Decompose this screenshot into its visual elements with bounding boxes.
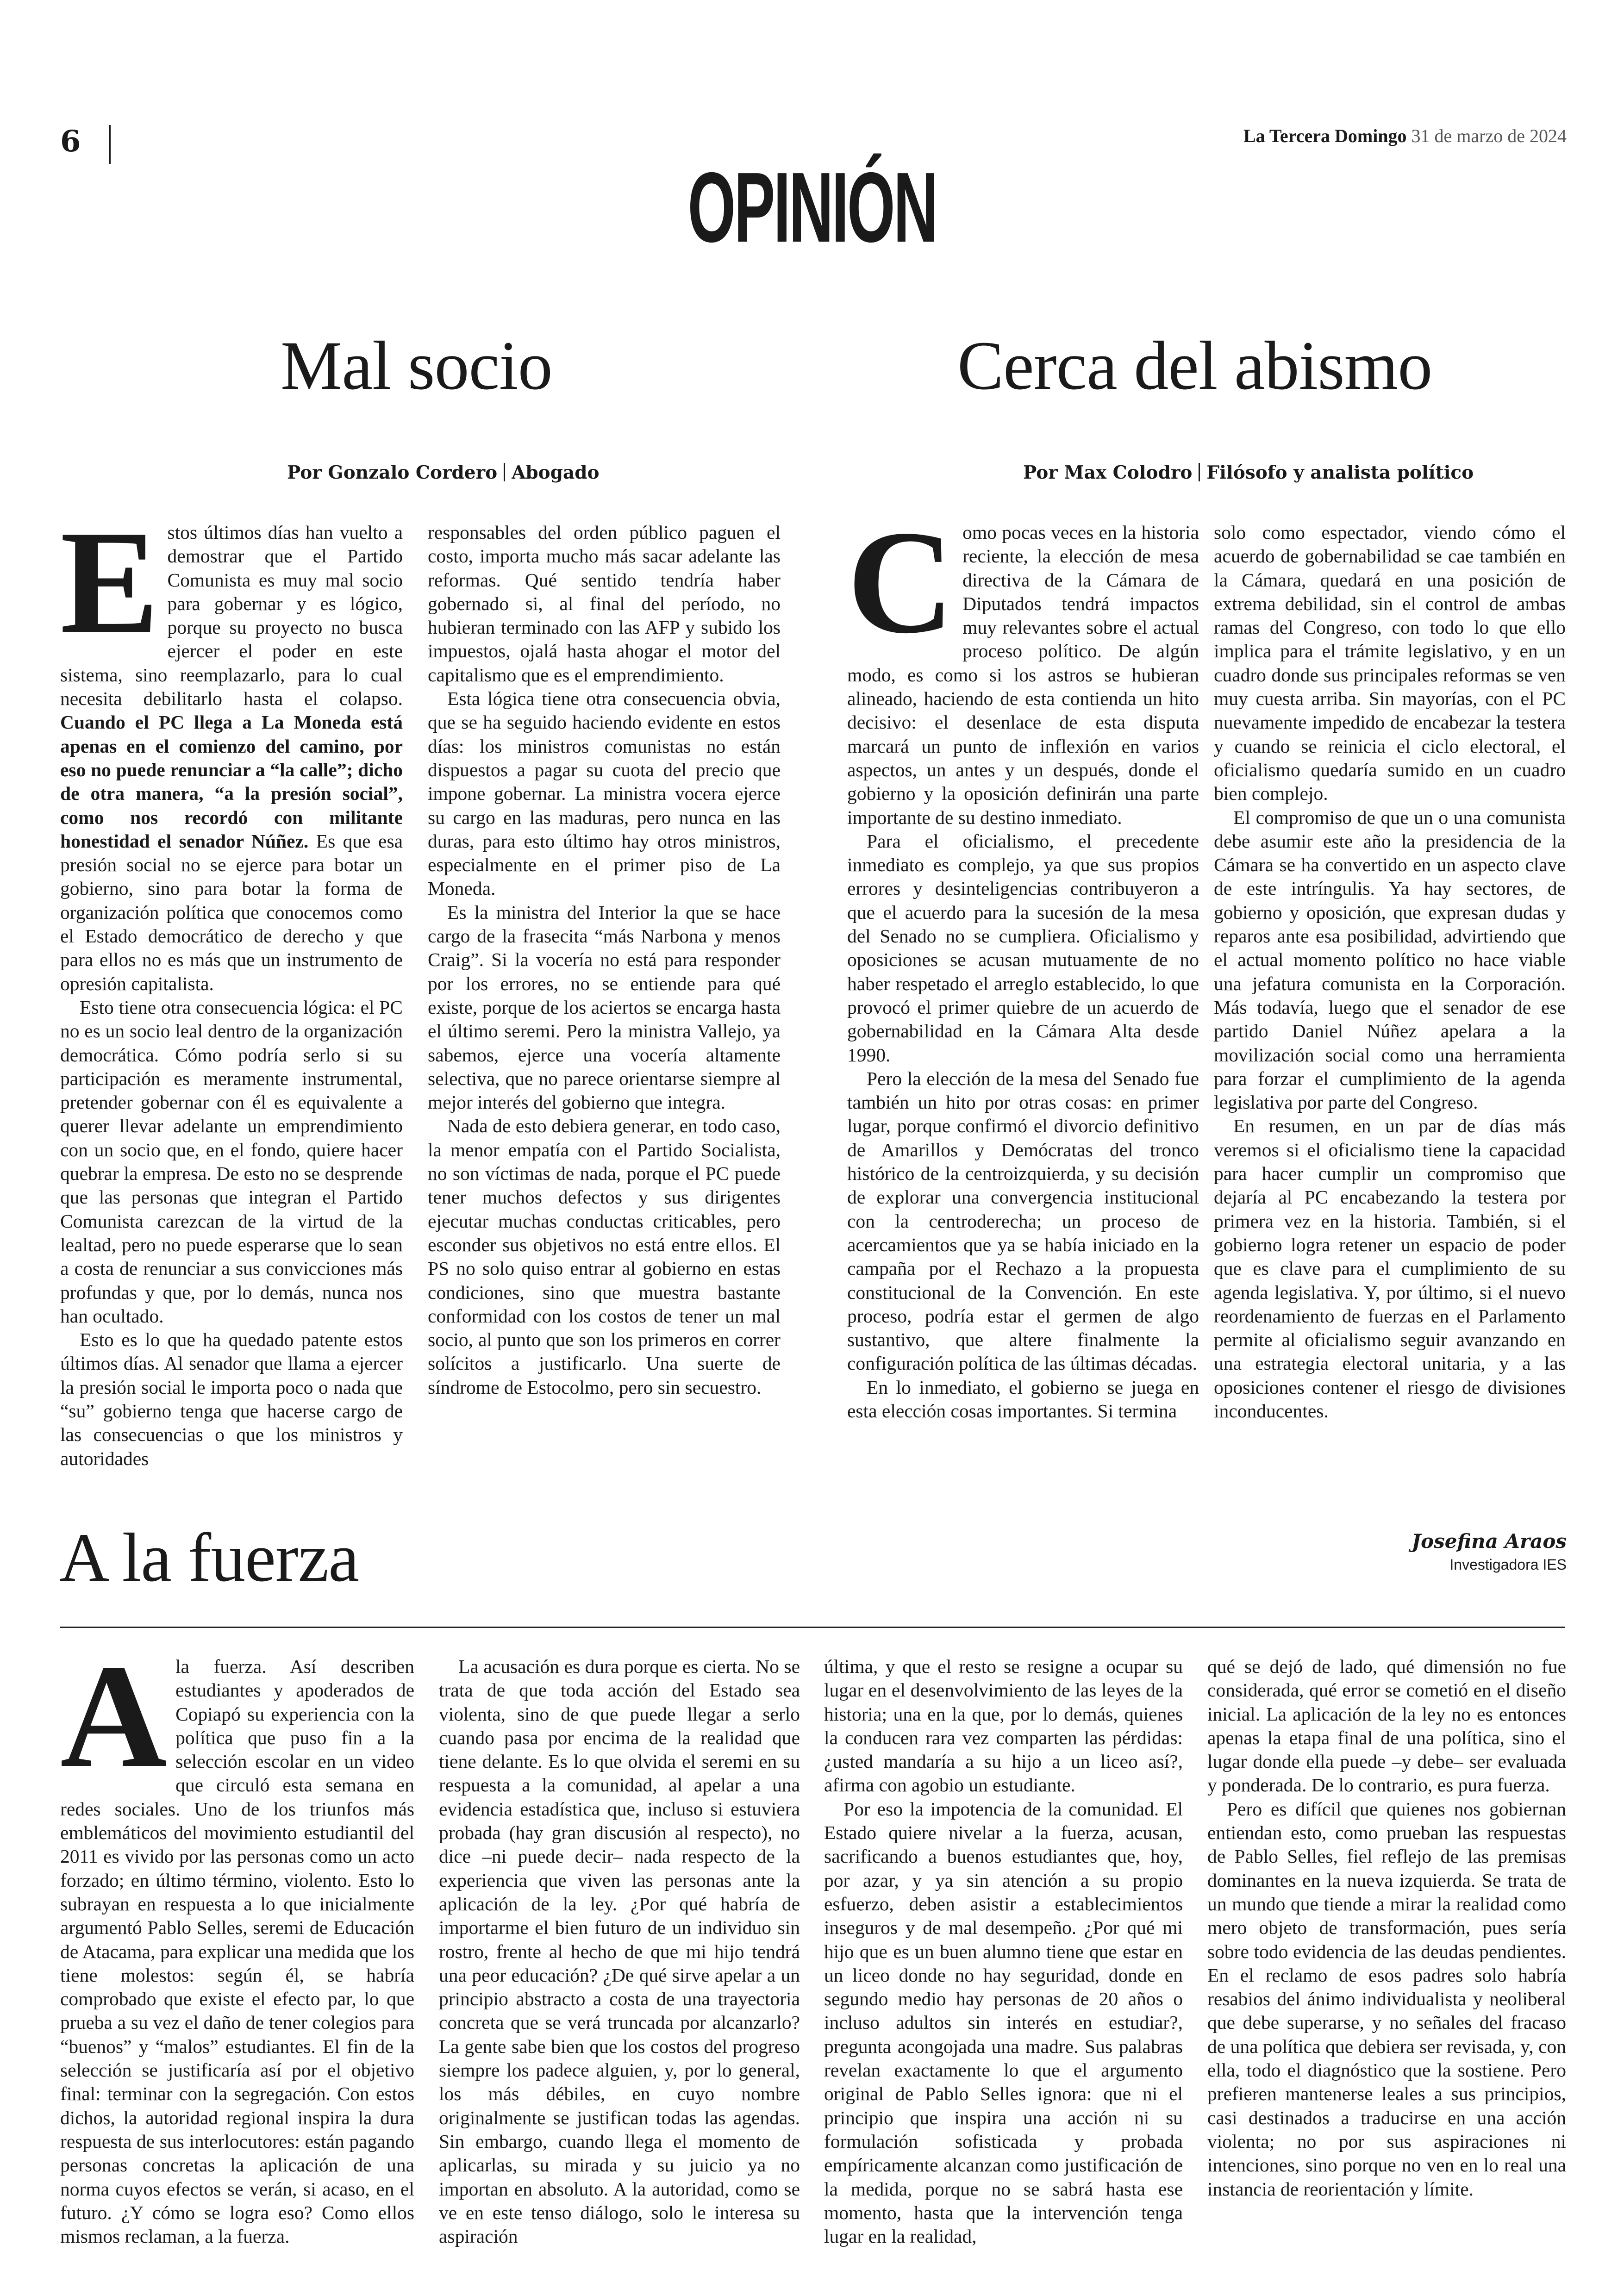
article2-column-2: [1214, 521, 1566, 1422]
article2-column-1: [847, 500, 1199, 1422]
article3-paragraph: qué se dejó de lado, qué dimensión no fue considerada, qué error se cometió en el diseño inicial. La aplicación de la ley no es entonces apenas la etapa final de una política, sino el lugar donde ella puede –y debe– ser evaluada y ponderada. De lo contrario, es pura fuerza.: [1207, 1656, 1566, 1796]
article2-paragraph: solo como espectador, viendo cómo el acuerdo de gobernabilidad se cae también en la Cámara, quedará en una posición de extrema debilidad, sin el control de ambas ramas del Congreso, con todo lo que ello implica para el trámite legislativo, y en un cuadro donde sus principales reformas se ven muy cuesta arriba. Sin mayorías, con el PC nuevamente impedido de encabezar la testera y cuando se reinicia el ciclo electoral, el oficialismo quedaría sumido en un cuadro bien complejo.: [1214, 522, 1566, 804]
page-number: 6: [60, 124, 81, 159]
article3-author-role: Investigadora IES: [1449, 1556, 1567, 1573]
article3-paragraph: última, y que el resto se resigne a ocupar su lugar en el desenvolvimiento de las leyes de la historia; una en la que, por lo demás, quienes la conducen rara vez comparten las pérdidas: ¿usted mandaría a su hijo a un liceo así?, afirma con agobio un estudiante.: [824, 1656, 1183, 1796]
article3-column-1: [60, 1634, 414, 2247]
publication-name: La Tercera Domingo: [1243, 125, 1407, 146]
publication-date: 31 de marzo de 2024: [1411, 125, 1567, 146]
article2-paragraph: Para el oficialismo, el precedente inmediato es complejo, ya que sus propios errores y desinteligencias contribuyeron a que el acuerdo para la sucesión de la mesa del Senado no se cumpliera. Oficialismo y oposiciones se acusan mutuamente de no haber respetado el arreglo establecido, lo que provocó el primer quiebre de un acuerdo de gobernabilidad en la Cámara Alta desde 1990.: [847, 830, 1199, 1066]
article1-paragraph: Esto es lo que ha quedado patente estos últimos días. Al senador que llama a ejercer la presión social le importa poco o nada que “su” gobierno tenga que hacerse cargo de las consecuencias o que los ministros y autoridades: [60, 1329, 403, 1469]
article1-paragraph: stos últimos días han vuelto a demostrar que el Partido Comunista es muy mal socio para gobernar y es lógico, porque su proyecto no busca ejercer el poder en este sistema, sino reemplazarlo, para lo cual necesita debilitarlo hasta el colapso.: [60, 522, 403, 710]
article1-byline: [287, 462, 600, 483]
article3-byline: [1412, 1530, 1567, 1573]
article1-paragraph: Es que esa presión social no se ejerce para botar un gobierno, sino para botar la forma de organización política que conocemos como el Estado democrático de derecho y que para ellos no es más que un instrumento de opresión capitalista.: [60, 830, 403, 994]
article3-author: Josefina Araos: [1412, 1530, 1567, 1553]
article1-paragraph: Es la ministra del Interior la que se hace cargo de la frasecita “más Narbona y menos Craig”. Si la vocería no está para responder por los errores, no se entiende para qué existe, porque de los aciertos se encarga hasta el último seremi. Pero la ministra Vallejo, ya sabemos, ejerce una vocería altamente selectiva, que no parece orientarse siempre al mejor interés del gobierno que integra.: [428, 901, 781, 1113]
article3-paragraph: la fuerza. Así describen estudiantes y apoderados de Copiapó su experiencia con la política que puso fin a la selección escolar en un video que circuló esta semana en redes sociales. Uno de los triunfos más emblemáticos del movimiento estudiantil del 2011 es vivido por las personas como un acto forzado; en último término, violento. Esto lo subrayan en respuesta a lo que inicialmente argumentó Pablo Selles, seremi de Educación de Atacama, para explicar una medida que los tiene molestos: según él, se habría comprobado que existe el efecto par, lo que prueba a su vez el daño de tener colegios para “buenos” y “malos” estudiantes. El fin de la selección se justificaría así por el objetivo final: terminar con la segregación. Con estos dichos, la autoridad regional inspira la dura respuesta de sus interlocutores: están pagando personas concretas la aplicación de una norma cuyos efectos se verán, si acaso, en el futuro. ¿Y cómo se logra eso? Como ellos mismos reclaman, a la fuerza.: [60, 1656, 414, 2247]
article1-paragraph: Esto tiene otra consecuencia lógica: el PC no es un socio leal dentro de la organización democrática. Cómo podría serlo si su participación es meramente instrumental, pretender gobernar con él es equivalente a querer llevar adelante un emprendimiento con un socio que, en el fondo, quiere hacer quebrar la empresa. De esto no se desprende que las personas que integran el Partido Comunista carezcan de la virtud de la lealtad, pero no puede esperarse que lo sean a costa de renunciar a sus convicciones más profundas y que, por lo demás, nunca nos han ocultado.: [60, 996, 403, 1327]
article3-paragraph: Pero es difícil que quienes nos gobiernan entiendan esto, como prueban las respuestas de Pablo Selles, fiel reflejo de las premisas dominantes en la nueva izquierda. Se trata de un mundo que tiende a mirar la realidad como mero objeto de transformación, pues sería sobre todo evidencia de las deudas pendientes. En el reclamo de esos padres solo habría resabios del ánimo individualista y neoliberal que debe superarse, y no señales del fracaso de una política que debiera ser revisada, y, con ella, todo el diagnóstico que la sostiene. Pero prefieren mantenerse leales a sus principios, casi destinados a traducirse en una acción violenta; no por sus aspiraciones ni intenciones, sino porque no ven en lo real una instancia de reorientación y límite.: [1207, 1798, 1566, 2200]
article1-author-role: Abogado: [512, 462, 600, 483]
section-divider: [60, 1627, 1565, 1628]
article3-column-4: [1207, 1655, 1566, 2238]
article1-column-2: [428, 521, 781, 1398]
article2-paragraph: En resumen, en un par de días más veremos si el oficialismo tiene la capacidad para hacer cumplir un compromiso que dejaría al PC encabezando la testera por primera vez en la historia. También, si el gobierno logra retener un espacio de poder que es clave para el cumplimiento de su agenda legislativa. Y, por último, si el nuevo reordenamiento de fuerzas en el Parlamento permite al oficialismo seguir avanzando en una estrategia electoral unitaria, y a las oposiciones contener el riesgo de divisiones inconducentes.: [1214, 1115, 1566, 1422]
section-title: OPINIÓN: [687, 151, 937, 263]
masthead: [1243, 125, 1567, 147]
article3-column-3: [824, 1655, 1183, 2247]
article1-title: Mal socio: [281, 327, 552, 404]
article1-paragraph: Esta lógica tiene otra consecuencia obvia, que se ha seguido haciendo evidente en estos días: los ministros comunistas no están dispuestos a pagar su cuota del precio que impone gobernar. La ministra vocera ejerce su cargo en las maduras, pero nunca en las duras, para esto último hay otros ministros, especialmente en el primer piso de La Moneda.: [428, 688, 781, 899]
article3-paragraph: Por eso la impotencia de la comunidad. El Estado quiere nivelar a la fuerza, acusan, sacrificando a buenos estudiantes que, hoy, por azar, y ya sin atención a su propio esfuerzo, deben asistir a establecimientos inseguros y de mal desempeño. ¿Por qué mi hijo que es un buen alumno tiene que estar en un liceo donde no hay seguridad, donde en segundo medio hay personas de 20 años o incluso adultos sin interés en estudiar?, pregunta acongojada una madre. Sus palabras revelan exactamente lo que el argumento original de Pablo Selles ignora: que ni el principio que inspira una acción ni su formulación sofisticada y probada empíricamente alcanzan como justificación de la medida, porque no se sabrá hasta ese momento, hasta que la intervención tenga lugar en la realidad,: [824, 1798, 1183, 2247]
article1-drop-cap: E: [60, 500, 159, 664]
article2-author-role: Filósofo y analista político: [1206, 462, 1474, 483]
byline-divider: [504, 463, 505, 481]
article2-byline: [1023, 462, 1474, 483]
article2-paragraph: Pero la elección de la mesa del Senado fue también un hito por otras cosas: en primer lugar, porque confirmó el divorcio definitivo de Amarillos y Demócratas del tronco histórico de la centroizquierda, y su decisión de explorar una convergencia institucional con la centroderecha; un proceso de acercamientos que ya se había iniciado en la campaña por el Rechazo a la propuesta constitucional de la Convención. En este proceso, podría estar el germen de algo sustantivo, que altere finalmente la configuración política de las últimas décadas.: [847, 1067, 1199, 1374]
article1-paragraph: Nada de esto debiera generar, en todo caso, la menor empatía con el Partido Socialista, no son víctimas de nada, porque el PC puede tener muchos defectos y sus dirigentes ejecutar muchas conductas criticables, pero esconder sus objetivos no está entre ellos. El PS no solo quiso entrar al gobierno en estas condiciones, sino que muestra bastante conformidad con los costos de tener un mal socio, al punto que son los primeros en correr solícitos a justificarlo. Una suerte de síndrome de Estocolmo, pero sin secuestro.: [428, 1115, 781, 1398]
article1-column-1: [60, 500, 403, 1469]
article3-drop-cap: A: [60, 1634, 168, 1798]
header-divider: [109, 125, 111, 164]
article3-title: A la fuerza: [59, 1519, 359, 1596]
article1-paragraph: responsables del orden público paguen el costo, importa mucho más sacar adelante las reformas. Qué sentido tendría haber gobernado si, al final del período, no hubieran terminado con las AFP y subido los impuestos, ojalá hasta ahogar el motor del capitalismo que es el emprendimiento.: [428, 522, 781, 686]
article1-highlight: Cuando el PC llega a La Moneda está apenas en el comienzo del camino, por eso no puede renunciar a “la calle”; dicho de otra manera, “a la presión social”, como nos recordó con militante honestidad el senador Núñez.: [60, 711, 403, 852]
article1-author: Por Gonzalo Cordero: [287, 462, 498, 483]
article2-title: Cerca del abismo: [957, 327, 1432, 404]
byline-divider: [1199, 463, 1200, 481]
article2-paragraph: El compromiso de que un o una comunista debe asumir este año la presidencia de la Cámara se ha convertido en un aspecto clave de este intríngulis. Ya hay sectores, de gobierno y oposición, que expresan dudas y reparos ante esa posibilidad, advirtiendo que el actual momento político no hace viable una jefatura comunista en la Corporación. Más todavía, luego que el senador de ese partido Daniel Núñez apelara a la movilización social como una herramienta para forzar el cumplimiento de la agenda legislativa por parte del Congreso.: [1214, 806, 1566, 1113]
article2-author: Por Max Colodro: [1023, 462, 1193, 483]
article3-column-2: [439, 1655, 800, 2247]
article2-drop-cap: C: [847, 500, 955, 664]
article2-paragraph: En lo inmediato, el gobierno se juega en esta elección cosas importantes. Si termina: [847, 1376, 1199, 1422]
article2-paragraph: omo pocas veces en la historia reciente, la elección de mesa directiva de la Cámara de Diputados tendrá impactos muy relevantes sobre el actual proceso político. De algún modo, es como si los astros se hubieran alineado, haciendo de esta contienda un hito decisivo: el desenlace de esta disputa marcará un punto de inflexión en varios aspectos, un antes y un después, donde el gobierno y la oposición definirán una parte importante de su destino inmediato.: [847, 522, 1199, 828]
article3-paragraph: La acusación es dura porque es cierta. No se trata de que toda acción del Estado sea violenta, sino de que puede llegar a serlo cuando pasa por encima de la realidad que tiene delante. Es lo que olvida el seremi en su respuesta a la comunidad, al apelar a una evidencia estadística que, incluso si estuviera probada (hay gran discusión al respecto), no dice –ni puede decir– nada respecto de la experiencia que viven las personas ante la aplicación de la ley. ¿Por qué habría de importarme el bien futuro de un individuo sin rostro, frente al hecho de que mi hijo tendrá una peor educación? ¿De qué sirve apelar a un principio abstracto a costa de una trayectoria concreta que se verá truncada por alcanzarlo? La gente sabe bien que los costos del progreso siempre los padece alguien, y, por lo general, los más débiles, en cuyo nombre originalmente se justifican todas las agendas. Sin embargo, cuando llega el momento de aplicarlas, su mirada y su juicio ya no importan en absoluto. A la autoridad, como se ve en este tenso diálogo, solo le interesa su aspiración: [439, 1656, 800, 2247]
